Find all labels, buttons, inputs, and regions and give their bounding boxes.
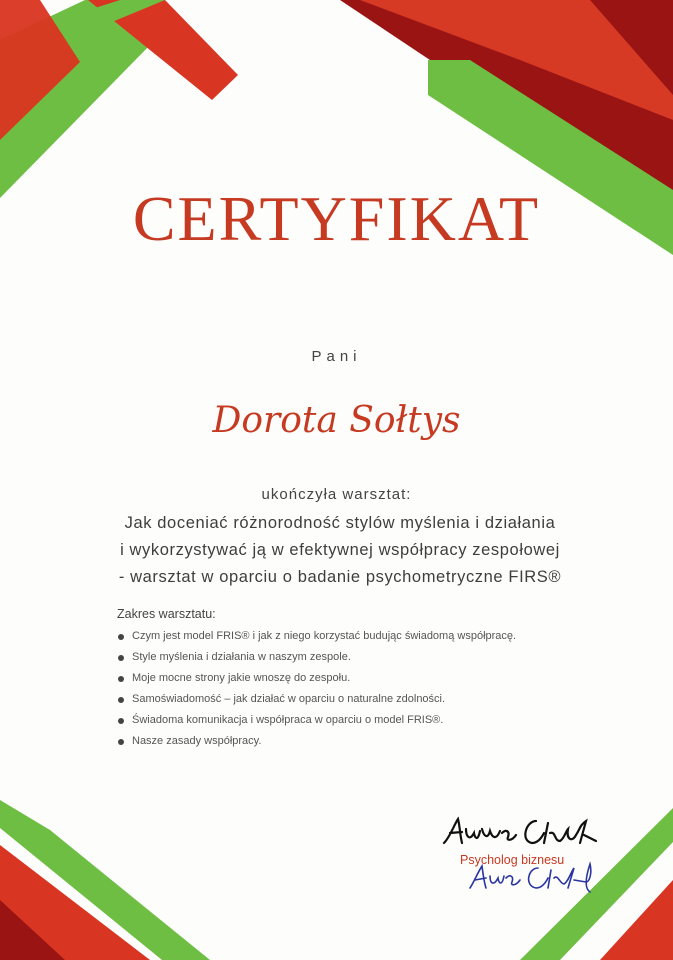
workshop-title xyxy=(40,510,640,591)
scope-heading: Zakres warsztatu: xyxy=(117,607,216,621)
scope-item: Nasze zasady współpracy. xyxy=(117,731,516,752)
scope-item: Style myślenia i działania w naszym zespole. xyxy=(117,647,516,668)
scope-item: Samoświadomość – jak działać w oparciu o naturalne zdolności. xyxy=(117,689,516,710)
signature-printed xyxy=(440,813,615,849)
workshop-title-line: i wykorzystywać ją w efektywnej współpracy zespołowej xyxy=(120,541,560,559)
salutation: Pani xyxy=(311,348,362,365)
recipient-name: Dorota Sołtys xyxy=(212,400,461,441)
signature-handwritten xyxy=(466,858,601,894)
certificate-title: CERTYFIKAT xyxy=(132,183,541,254)
workshop-title-line: - warsztat w oparciu o badanie psychometryczne FIRS® xyxy=(118,568,562,586)
workshop-title-line: Jak doceniać różnorodność stylów myślenia i działania xyxy=(124,514,556,532)
scope-item: Moje mocne strony jakie wnoszę do zespołu. xyxy=(117,668,516,689)
scope-list xyxy=(117,626,516,752)
scope-item: Świadoma komunikacja i współpraca w oparciu o model FRIS®. xyxy=(117,710,516,731)
scope-item: Czym jest model FRIS® i jak z niego korzystać budując świadomą współpracę. xyxy=(117,626,516,647)
completed-text: ukończyła warsztat: xyxy=(261,486,412,503)
signer-role: Psycholog biznesu xyxy=(460,853,565,867)
